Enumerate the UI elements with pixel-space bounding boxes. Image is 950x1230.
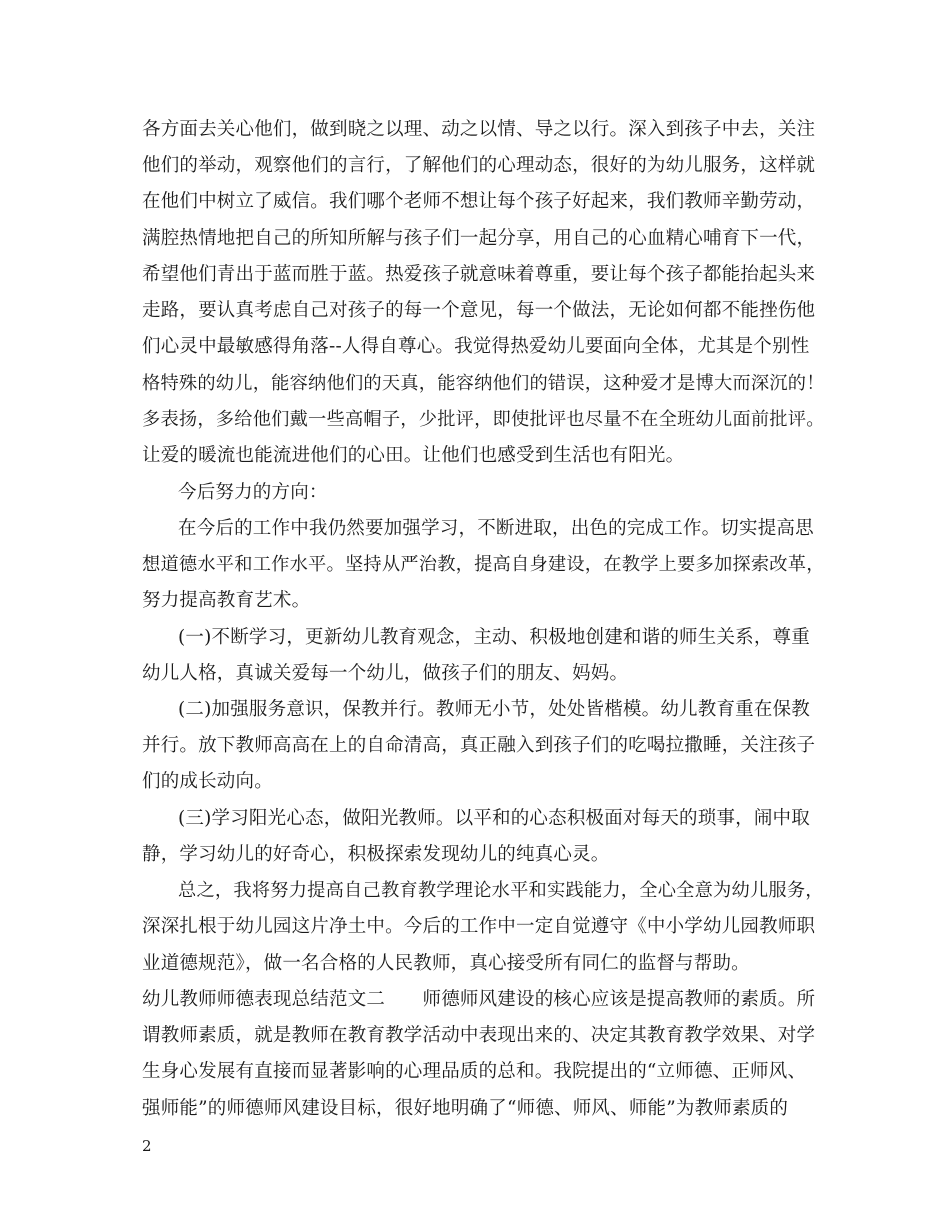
text-line: 深深扎根于幼儿园这片净土中。今后的工作中一定自觉遵守《中小学幼儿园教师职: [142, 916, 816, 937]
text-line: 在今后的工作中我仍然要加强学习，不断进取，出色的完成工作。切实提高思: [178, 518, 814, 539]
section-heading: 今后努力的方向：: [178, 482, 328, 503]
text-line: 们心灵中最敏感得角落--人得自尊心。我觉得热爱幼儿要面向全体，尤其是个别性: [142, 336, 810, 357]
text-line: (二)加强服务意识，保教并行。教师无小节，处处皆楷模。幼儿教育重在保教: [178, 699, 810, 720]
text-line: 业道德规范》，做一名合格的人民教师，真心接受所有同仁的监督与帮助。: [142, 953, 750, 974]
text-line: 们的成长动向。: [142, 771, 273, 792]
text-line: 谓教师素质，就是教师在教育教学活动中表现出来的、决定其教育教学效果、对学: [142, 1025, 816, 1046]
text-line: (一)不断学习，更新幼儿教育观念，主动、积极地创建和谐的师生关系，尊重: [178, 627, 810, 648]
text-line: 走路，要认真考虑自己对孩子的每一个意见，每一个做法，无论如何都不能挫伤他: [142, 300, 816, 321]
text-line: 他们的举动，观察他们的言行，了解他们的心理动态，很好的为幼儿服务，这样就: [142, 155, 816, 176]
text-line: 生身心发展有直接而显著影响的心理品质的总和。我院提出的“立师德、正师风、: [142, 1061, 807, 1082]
text-line: 想道德水平和工作水平。坚持从严治教，提高自身建设，在教学上要多加探索改革，: [142, 554, 825, 575]
text-line: 在他们中树立了威信。我们哪个老师不想让每个孩子好起来，我们教师辛勤劳动，: [142, 191, 816, 212]
text-line: 强师能”的师德师风建设目标，很好地明确了“师德、师风、师能”为教师素质的: [142, 1098, 789, 1119]
text-line: 幼儿教师师德表现总结范文二 师德师风建设的核心应该是提高教师的素质。所: [142, 989, 816, 1010]
text-line: 并行。放下教师高高在上的自命清高，真正融入到孩子们的吃喝拉撒睡，关注孩子: [142, 735, 816, 756]
text-line: 让爱的暖流也能流进他们的心田。让他们也感受到生活也有阳光。: [142, 445, 685, 466]
text-line: 希望他们青出于蓝而胜于蓝。热爱孩子就意味着尊重，要让每个孩子都能抬起头来: [142, 264, 816, 285]
text-line: 格特殊的幼儿，能容纳他们的天真，能容纳他们的错误，这种爱才是博大而深沉的！: [142, 373, 825, 394]
text-line: 满腔热情地把自己的所知所解与孩子们一起分享，用自己的心血精心哺育下一代，: [142, 228, 816, 249]
text-line: 幼儿人格，真诚关爱每一个幼儿，做孩子们的朋友、妈妈。: [142, 663, 629, 684]
page-number: 2: [142, 1137, 152, 1155]
text-line: 总之，我将努力提高自己教育教学理论水平和实践能力，全心全意为幼儿服务，: [178, 880, 824, 901]
text-line: 多表扬，多给他们戴一些高帽子，少批评，即使批评也尽量不在全班幼儿面前批评。: [142, 409, 825, 430]
text-line: 静，学习幼儿的好奇心，积极探索发现幼儿的纯真心灵。: [142, 844, 610, 865]
text-line: (三)学习阳光心态，做阳光教师。以平和的心态积极面对每天的琐事，闹中取: [178, 808, 810, 829]
text-line: 各方面去关心他们，做到晓之以理、动之以情、导之以行。深入到孩子中去，关注: [142, 119, 816, 140]
text-line: 努力提高教育艺术。: [142, 590, 311, 611]
